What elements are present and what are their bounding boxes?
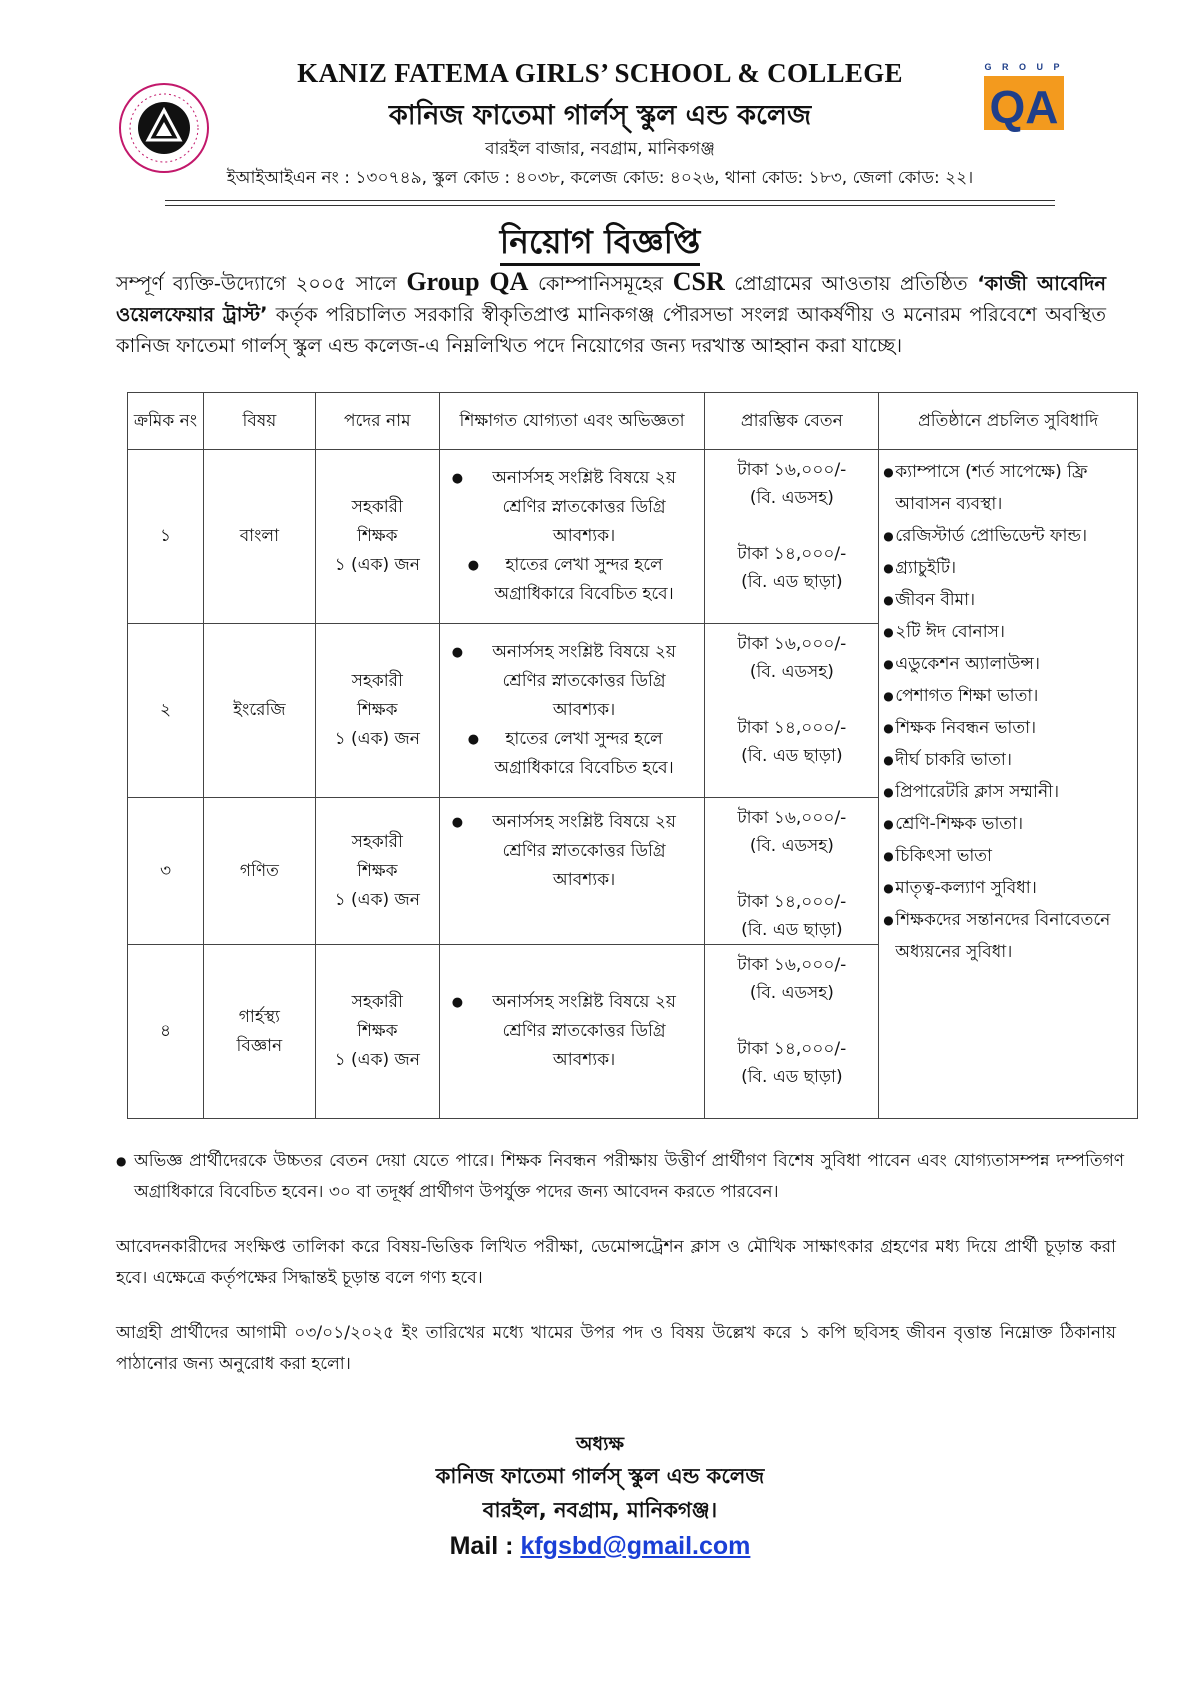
row-post: সহকারী শিক্ষক ১ (এক) জন (315, 624, 439, 798)
note-selection-process: আবেদনকারীদের সংক্ষিপ্ত তালিকা করে বিষয়-ভিত্তিক লিখিত পরীক্ষা, ডেমোন্সট্রেশন ক্লাস ও মৌখিক সাক্ষাৎকার গ্রহণের মধ্য দিয়ে প্রার্থী চূড়ান্ত করা হবে। এক্ষেত্রে কর্তৃপক্ষের সিদ্ধান্তই চূড়ান্ত বলে গণ্য হবে। (116, 1237, 1116, 1288)
school-name-english: KANIZ FATEMA GIRLS’ SCHOOL & COLLEGE (297, 58, 903, 88)
list-item: ● জীবন বীমা। (895, 584, 1131, 616)
list-item: ● অনার্সসহ সংশ্লিষ্ট বিষয়ে ২য় শ্রেণির স্নাতকোত্তর ডিগ্রি আবশ্যক। (474, 638, 695, 725)
school-name-bangla: কানিজ ফাতেমা গার্লস্ স্কুল এন্ড কলেজ (388, 100, 812, 131)
row-salary: টাকা ১৬,০০০/- (বি. এডসহ) টাকা ১৪,০০০/- (বি. এড ছাড়া) (705, 624, 879, 798)
row-salary: টাকা ১৬,০০০/- (বি. এডসহ) টাকা ১৪,০০০/- (বি. এড ছাড়া) (705, 945, 879, 1119)
institution-codes: ইআইআইএন নং : ১৩০৭৪৯, স্কুল কোড : ৪০৩৮, কলেজ কোড: ৪০২৬, থানা কোড: ১৮৩, জেলা কোড: ২২। (226, 168, 974, 188)
row-post: সহকারী শিক্ষক ১ (এক) জন (315, 798, 439, 945)
header-benefits: প্রতিষ্ঠানে প্রচলিত সুবিধাদি (879, 393, 1138, 450)
list-item: ● শ্রেণি-শিক্ষক ভাতা। (895, 808, 1131, 840)
header-salary: প্রারম্ভিক বেতন (705, 393, 879, 450)
list-item: ● অনার্সসহ সংশ্লিষ্ট বিষয়ে ২য় শ্রেণির স্নাতকোত্তর ডিগ্রি আবশ্যক। (474, 808, 695, 895)
row-salary: টাকা ১৬,০০০/- (বি. এডসহ) টাকা ১৪,০০০/- (বি. এড ছাড়া) (705, 450, 879, 624)
vacancy-table (127, 392, 1138, 1119)
row-serial: ৩ (128, 798, 204, 945)
svg-text:G R O U P: G R O U P (984, 62, 1064, 72)
list-item: ● দীর্ঘ চাকরি ভাতা। (895, 744, 1131, 776)
school-logo-icon (118, 82, 210, 174)
row-subject: বাংলা (203, 450, 315, 624)
list-item: ● মাতৃত্ব-কল্যাণ সুবিধা। (895, 872, 1131, 904)
row-qualification (439, 945, 705, 1119)
row-post: সহকারী শিক্ষক ১ (এক) জন (315, 450, 439, 624)
school-address: বারইল বাজার, নবগ্রাম, মানিকগঞ্জ (485, 139, 715, 159)
row-serial: ১ (128, 450, 204, 624)
csr-text: CSR (672, 267, 725, 296)
header-serial: ক্রমিক নং (128, 393, 204, 450)
group-qa-logo-icon (976, 60, 1072, 136)
list-item: ● অনার্সসহ সংশ্লিষ্ট বিষয়ে ২য় শ্রেণির স্নাতকোত্তর ডিগ্রি আবশ্যক। (474, 988, 695, 1075)
list-item: ● গ্র্যাচুইটি। (895, 552, 1131, 584)
mail-contact (400, 1532, 800, 1561)
mail-label: Mail : (449, 1532, 521, 1560)
table-row (128, 450, 1138, 624)
row-salary: টাকা ১৬,০০০/- (বি. এডসহ) টাকা ১৪,০০০/- (বি. এড ছাড়া) (705, 798, 879, 945)
intro-paragraph: সম্পূর্ণ ব্যক্তি-উদ্যোগে ২০০৫ সালে Group QA কোম্পানিসমূহের CSR প্রোগ্রামের আওতায় প্রতিষ্ঠিত ‘কাজী আবেদিন ওয়েলফেয়ার ট্রাস্ট’ কর্তৃক পরিচালিত সরকারি স্বীকৃতিপ্রাপ্ত মানিকগঞ্জ পৌরসভা সংলগ্ন আকর্ষণীয় ও মনোরম পরিবেশে অবস্থিত কানিজ ফাতেমা গার্লস্ স্কুল এন্ড কলেজ-এ নিম্নলিখিত পদে নিয়োগের জন্য দরখাস্ত আহ্বান করা যাচ্ছে। (116, 267, 1107, 357)
header-qualification: শিক্ষাগত যোগ্যতা এবং অভিজ্ঞতা (439, 393, 705, 450)
table-header-row (128, 393, 1138, 450)
header-divider (165, 200, 1055, 206)
row-subject: ইংরেজি (203, 624, 315, 798)
signatory-designation: অধ্যক্ষ (575, 1433, 624, 1455)
group-qa-text: Group QA (406, 267, 529, 296)
list-item: ● রেজিস্টার্ড প্রোভিডেন্ট ফান্ড। (895, 520, 1131, 552)
row-qualification (439, 798, 705, 945)
list-item: ● শিক্ষকদের সন্তানদের বিনাবেতনে অধ্যয়নের সুবিধা। (895, 904, 1131, 968)
list-item: ● হাতের লেখা সুন্দর হলে অগ্রাধিকারে বিবেচিত হবে। (474, 725, 695, 783)
mail-link[interactable]: kfgsbd@gmail.com (520, 1532, 751, 1560)
row-subject: গণিত (203, 798, 315, 945)
list-item: ● পেশাগত শিক্ষা ভাতা। (895, 680, 1131, 712)
note-application-deadline: আগ্রহী প্রার্থীদের আগামী ০৩/০১/২০২৫ ইং তারিখের মধ্যে খামের উপর পদ ও বিষয় উল্লেখ করে ১ কপি ছবিসহ জীবন বৃত্তান্ত নিম্নোক্ত ঠিকানায় পাঠানোর জন্য অনুরোধ করা হলো। (116, 1323, 1116, 1374)
list-item: ● প্রিপারেটরি ক্লাস সম্মানী। (895, 776, 1131, 808)
list-item: ● এডুকেশন অ্যালাউন্স। (895, 648, 1131, 680)
notice-title: নিয়োগ বিজ্ঞপ্তি (400, 216, 800, 272)
row-subject: গার্হস্থ্য বিজ্ঞান (203, 945, 315, 1119)
trust-name: ‘কাজী আবেদিন ওয়েলফেয়ার ট্রাস্ট’ (116, 272, 1107, 326)
signatory-institution: কানিজ ফাতেমা গার্লস্ স্কুল এন্ড কলেজ (435, 1464, 765, 1488)
header-subject: বিষয় (203, 393, 315, 450)
row-qualification (439, 624, 705, 798)
note-experienced-candidates: ● অভিজ্ঞ প্রার্থীদেরকে উচ্চতর বেতন দেয়া যেতে পারে। শিক্ষক নিবন্ধন পরীক্ষায় উত্তীর্ণ প্রার্থীগণ বিশেষ সুবিধা পাবেন এবং যোগ্যতাসম্পন্ন দম্পতিগণ অগ্রাধিকারে বিবেচিত হবেন। ৩০ বা তদূর্ধ্ব প্রার্থীগণ উপর্যুক্ত পদের জন্য আবেদন করতে পারবেন। (116, 1146, 1124, 1208)
signatory-address: বারইল, নবগ্রাম, মানিকগঞ্জ। (482, 1498, 718, 1522)
row-serial: ২ (128, 624, 204, 798)
list-item: ● অনার্সসহ সংশ্লিষ্ট বিষয়ে ২য় শ্রেণির স্নাতকোত্তর ডিগ্রি আবশ্যক। (474, 464, 695, 551)
list-item: ● হাতের লেখা সুন্দর হলে অগ্রাধিকারে বিবেচিত হবে। (474, 551, 695, 609)
list-item: ● ২টি ঈদ বোনাস। (895, 616, 1131, 648)
header-post: পদের নাম (315, 393, 439, 450)
benefits-list (879, 450, 1138, 1119)
list-item: ● ক্যাম্পাসে (শর্ত সাপেক্ষে) ফ্রি আবাসন ব্যবস্থা। (895, 456, 1131, 520)
row-qualification (439, 450, 705, 624)
row-post: সহকারী শিক্ষক ১ (এক) জন (315, 945, 439, 1119)
list-item: ● চিকিৎসা ভাতা (895, 840, 1131, 872)
list-item: ● শিক্ষক নিবন্ধন ভাতা। (895, 712, 1131, 744)
row-serial: ৪ (128, 945, 204, 1119)
svg-text:QA: QA (989, 81, 1059, 133)
